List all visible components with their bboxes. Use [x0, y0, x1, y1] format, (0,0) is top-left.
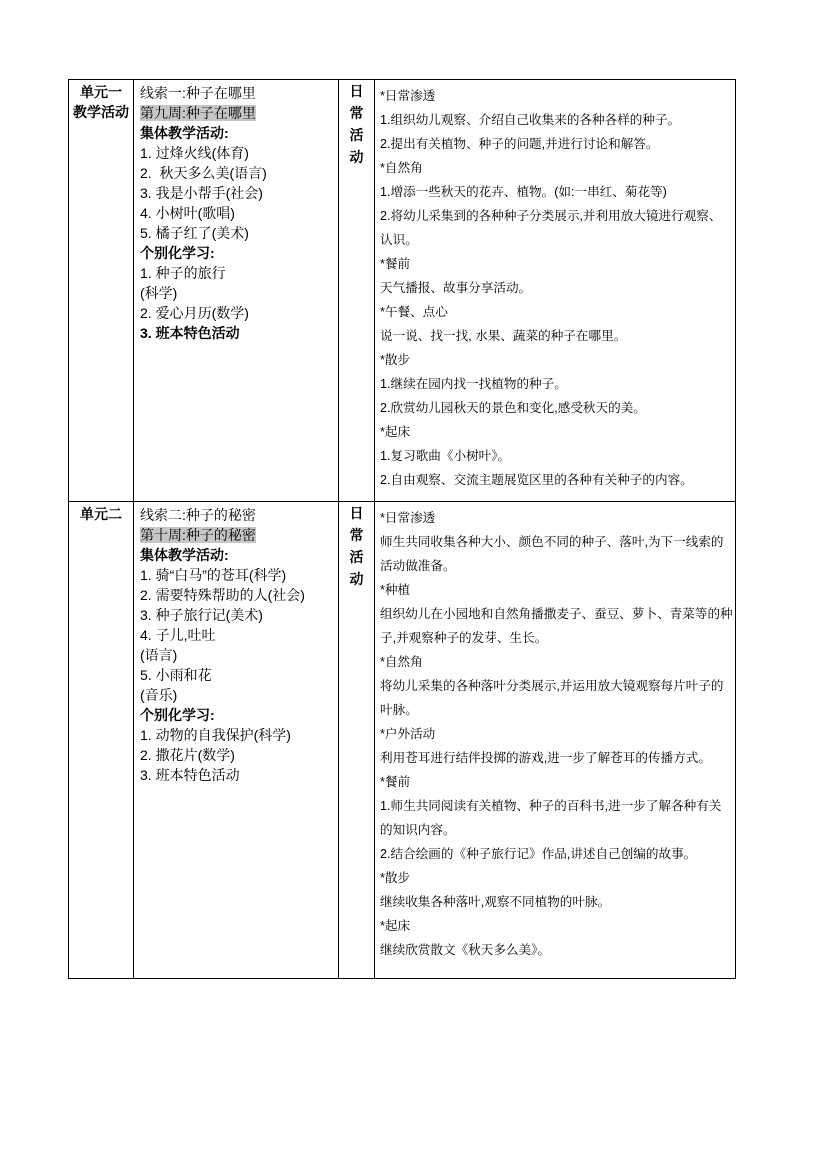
text-line: *起床 [380, 919, 411, 933]
unit-1-clue-cell [134, 80, 339, 502]
text-line: 说一说、找一找, 水果、蔬菜的种子在哪里。 [380, 329, 627, 343]
text-line: *午餐、点心 [380, 305, 448, 319]
text-line: 1.增添一些秋天的花卉、植物。(如:一串红、菊花等) [380, 185, 667, 199]
text-line: 1.复习歌曲《小树叶》。 [380, 449, 511, 463]
unit-2-daily-cell [375, 502, 736, 979]
unit-1-daily-content [380, 84, 733, 492]
text-line: *日常渗透 [380, 89, 436, 103]
unit-2-daily-header-cell [339, 502, 375, 979]
unit-2-clue-content [140, 505, 335, 785]
text-line: 1. 种子的旅行 [140, 265, 226, 281]
text-line: 个别化学习: [140, 245, 215, 261]
table-row-unit-2 [69, 502, 736, 979]
unit-2-clue-cell [134, 502, 339, 979]
text-line: 5. 小雨和花 [140, 667, 212, 683]
text-line: (语言) [140, 647, 178, 663]
text-line: 3. 班本特色活动 [140, 767, 240, 783]
text-line: 个别化学习: [140, 707, 215, 723]
text-line [140, 525, 335, 545]
unit-1-daily-cell [375, 80, 736, 502]
text-line: *日常渗透 [380, 511, 436, 525]
text-line: *餐前 [380, 775, 411, 789]
text-line: *自然角 [380, 161, 423, 175]
text-line: 1.组织幼儿观察、介绍自己收集来的各种各样的种子。 [380, 113, 681, 127]
text-line: 线索一:种子在哪里 [140, 85, 256, 101]
text-line: 3. 班本特色活动 [140, 325, 240, 341]
text-line: 1. 过烽火线(体育) [140, 145, 249, 161]
unit-2-daily-content [380, 506, 733, 962]
text-line: 2.提出有关植物、种子的问题,并进行讨论和解答。 [380, 137, 659, 151]
text-line: 3. 种子旅行记(美术) [140, 607, 263, 623]
unit-2-label-cell [69, 502, 134, 979]
text-line: 组织幼儿在小园地和自然角播撒麦子、蚕豆、萝卜、青菜等的种子,并观察种子的发芽、生长。 [380, 607, 733, 645]
text-line: 天气播报、故事分享活动。 [380, 281, 532, 295]
text-line: 1.师生共同阅读有关植物、种子的百科书,进一步了解各种有关的知识内容。 [380, 799, 722, 837]
daily-activities-label: 日常活动 [349, 83, 364, 165]
text-line: *散步 [380, 353, 411, 367]
text-line: 2. 秋天多么美(语言) [140, 165, 267, 181]
highlighted-week-text: 第十周:种子的秘密 [140, 527, 256, 543]
text-line: 4. 子儿,吐吐 [140, 627, 216, 643]
daily-activities-label: 日常活动 [349, 505, 364, 587]
text-line: *种植 [380, 583, 411, 597]
text-line: 2.将幼儿采集到的各种种子分类展示,并利用放大镜进行观察、认识。 [380, 209, 722, 247]
text-line: 单元一 [80, 84, 122, 100]
text-line: 利用苍耳进行结伴投掷的游戏,进一步了解苍耳的传播方式。 [380, 751, 711, 765]
text-line: *自然角 [380, 655, 423, 669]
text-line: 单元二 [80, 506, 122, 522]
text-line: 1. 骑“白马”的苍耳(科学) [140, 567, 287, 583]
text-line: 1.继续在园内找一找植物的种子。 [380, 377, 567, 391]
text-line: 教学活动 [73, 104, 129, 120]
unit-1-daily-header-cell [339, 80, 375, 502]
unit-1-label-cell [69, 80, 134, 502]
text-line: 2.结合绘画的《种子旅行记》作品,讲述自己创编的故事。 [380, 847, 697, 861]
text-line: 2.自由观察、交流主题展览区里的各种有关种子的内容。 [380, 473, 693, 487]
text-line: 3. 我是小帮手(社会) [140, 185, 263, 201]
text-line: (科学) [140, 285, 178, 301]
weekly-plan-table [68, 79, 736, 979]
text-line: 5. 橘子红了(美术) [140, 225, 249, 241]
text-line: 2.欣赏幼儿园秋天的景色和变化,感受秋天的美。 [380, 401, 646, 415]
unit-1-label [71, 82, 131, 122]
text-line: (音乐) [140, 687, 178, 703]
text-line: 集体教学活动: [140, 547, 229, 563]
text-line: 继续收集各种落叶,观察不同植物的叶脉。 [380, 895, 611, 909]
text-line [140, 103, 335, 123]
text-line: *户外活动 [380, 727, 436, 741]
text-line: 2. 需要特殊帮助的人(社会) [140, 587, 305, 603]
table-row-unit-1 [69, 80, 736, 502]
text-line: 将幼儿采集的各种落叶分类展示,并运用放大镜观察每片叶子的叶脉。 [380, 679, 724, 717]
text-line: 4. 小树叶(歌唱) [140, 205, 235, 221]
text-line: *起床 [380, 425, 411, 439]
text-line: *散步 [380, 871, 411, 885]
text-line: *餐前 [380, 257, 411, 271]
text-line: 师生共同收集各种大小、颜色不同的种子、落叶,为下一线索的活动做准备。 [380, 535, 724, 573]
text-line: 继续欣赏散文《秋天多么美》。 [380, 943, 551, 957]
text-line: 线索二:种子的秘密 [140, 507, 256, 523]
text-line: 集体教学活动: [140, 125, 229, 141]
unit-2-label [71, 504, 131, 524]
text-line: 2. 爱心月历(数学) [140, 305, 249, 321]
text-line: 1. 动物的自我保护(科学) [140, 727, 291, 743]
unit-1-clue-content [140, 83, 335, 343]
highlighted-week-text: 第九周:种子在哪里 [140, 105, 256, 121]
text-line: 2. 撒花片(数学) [140, 747, 235, 763]
